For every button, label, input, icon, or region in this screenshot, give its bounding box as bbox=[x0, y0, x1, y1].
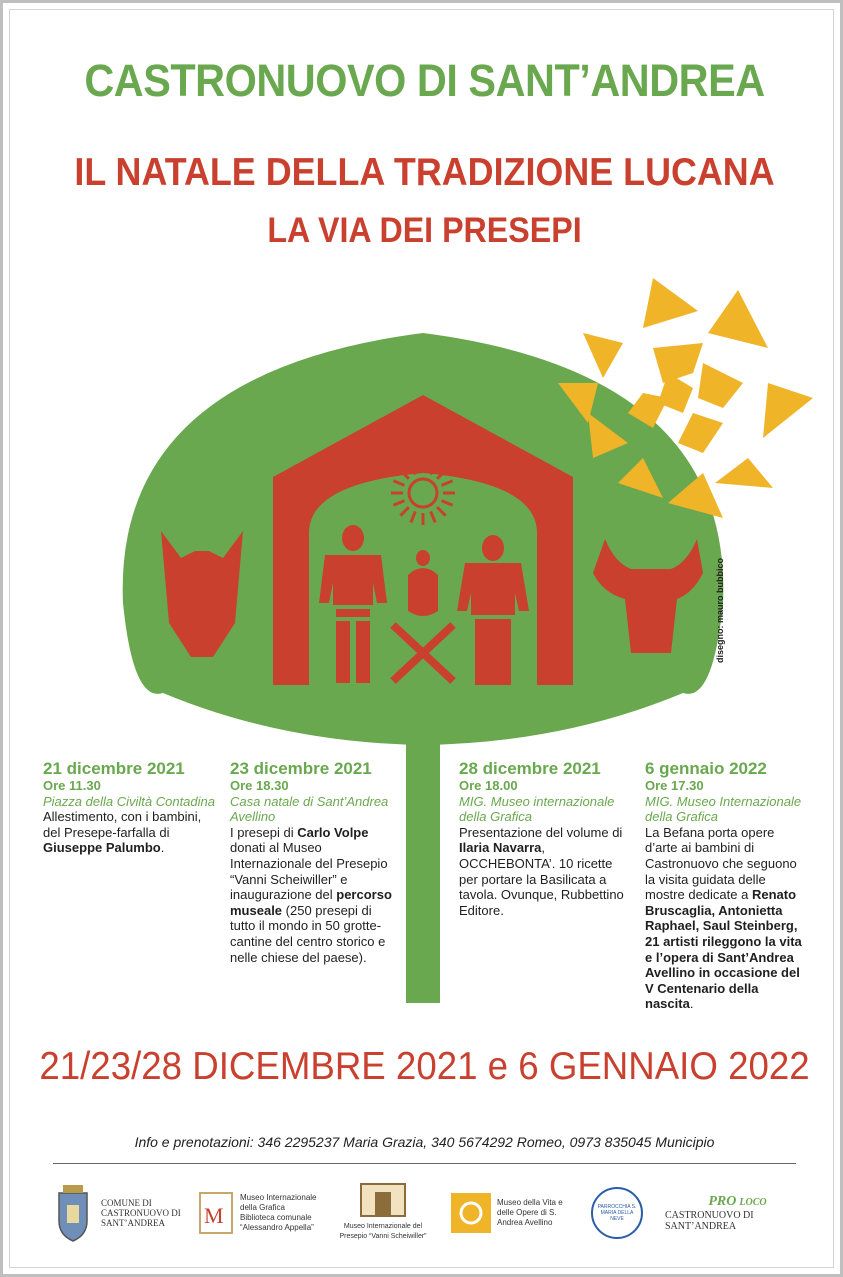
date-range: 21/23/28 DICEMBRE 2021 e 6 GENNAIO 2022 bbox=[39, 1045, 810, 1088]
event-highlight: Ilaria Navarra bbox=[459, 840, 542, 856]
logo-mig-label: Museo Internazionale della Grafica Biblioteca comunale “Alessandro Appella” bbox=[240, 1193, 317, 1232]
event-text: . bbox=[160, 840, 165, 856]
event-text: La Befana porta opere d’arte ai bambini di Castronuovo che seguono la visita guidata delle mostre dedicate a bbox=[645, 824, 797, 903]
event-highlight: Renato Bruscaglia, Antonietta Raphael, Saul Steinberg, 21 artisti rileggono la vita e l’opera di Sant’Andrea Avellino in occasione del V Centenario della nascita bbox=[645, 887, 802, 1012]
event-text: Allestimento, con i bambini, del Presepe-farfalla di bbox=[43, 809, 202, 840]
tree-canopy bbox=[123, 333, 724, 745]
svg-text:M: M bbox=[204, 1203, 224, 1228]
event-description bbox=[459, 825, 627, 919]
presepio-logo-icon bbox=[353, 1178, 413, 1222]
event-2 bbox=[230, 759, 395, 965]
logo-proloco bbox=[665, 1178, 810, 1248]
info-contacts: Info e prenotazioni: 346 2295237 Maria Grazia, 340 5674292 Romeo, 0973 835045 Municipio bbox=[134, 1134, 715, 1150]
museo-vita-logo-icon bbox=[451, 1193, 491, 1233]
subtitle: LA VIA DEI PRESEPI bbox=[267, 211, 582, 250]
proloco-pro: PRO bbox=[708, 1194, 737, 1209]
event-highlight: Giuseppe Palumbo bbox=[43, 840, 161, 856]
event-description bbox=[230, 825, 395, 965]
event-text: I presepi di bbox=[230, 824, 298, 840]
event-description bbox=[645, 825, 805, 1012]
event-date: 6 gennaio 2022 bbox=[645, 759, 767, 778]
event-place: MIG. Museo internazionale della Grafica bbox=[459, 793, 615, 825]
proloco-loco: LOCO bbox=[739, 1197, 767, 1208]
event-time: Ore 18.30 bbox=[230, 778, 289, 793]
artwork-credit: disegno: mauro bubbico bbox=[715, 558, 725, 663]
event-time: Ore 18.00 bbox=[459, 778, 518, 793]
mig-logo-icon bbox=[198, 1189, 234, 1237]
tree-trunk bbox=[406, 738, 440, 1003]
event-text: Presentazione del volume di bbox=[459, 824, 623, 840]
logo-comune bbox=[53, 1178, 183, 1248]
town-title: CASTRONUOVO DI SANT’ANDREA bbox=[84, 55, 765, 106]
logo-museo-vita-label: Museo della Vita e delle Opere di S. Andrea Avellino bbox=[497, 1198, 563, 1227]
event-text: . bbox=[689, 996, 694, 1012]
divider bbox=[53, 1163, 796, 1164]
event-4 bbox=[645, 759, 805, 1012]
event-highlight: Carlo Volpe bbox=[297, 824, 369, 840]
logo-presepio-label: Museo Internazionale del Presepio “Vanni Scheiwiller” bbox=[339, 1223, 427, 1240]
proloco-mark bbox=[708, 1194, 766, 1210]
event-place: Piazza della Civiltà Contadina bbox=[43, 793, 215, 809]
main-title: IL NATALE DELLA TRADIZIONE LUCANA bbox=[74, 151, 775, 194]
event-1 bbox=[43, 759, 221, 856]
logo-museo-vita bbox=[451, 1178, 576, 1248]
logo-mig bbox=[198, 1178, 323, 1248]
logo-presepio bbox=[328, 1178, 438, 1248]
event-description bbox=[43, 809, 221, 856]
logo-comune-label: COMUNE DI CASTRONUOVO DI SANT’ANDREA bbox=[101, 1198, 181, 1228]
event-date: 28 dicembre 2021 bbox=[459, 759, 601, 778]
proloco-label: CASTRONUOVO DI SANT’ANDREA bbox=[665, 1210, 754, 1232]
coat-of-arms-icon bbox=[53, 1183, 93, 1243]
event-date: 21 dicembre 2021 bbox=[43, 759, 185, 778]
event-place: Casa natale di Sant’Andrea Avellino bbox=[230, 793, 389, 825]
event-text: donati al Museo Internazionale del Presepio “Vanni Scheiwiller” e inaugurazione del bbox=[230, 840, 388, 903]
event-text: , OCCHEBONTA’. 10 ricette per portare la Basilicata a tavola. Ovunque, Rubbettino Editore. bbox=[459, 840, 624, 918]
event-time: Ore 17.30 bbox=[645, 778, 704, 793]
event-3 bbox=[459, 759, 627, 918]
parrocchia-seal: PARROCCHIA S. MARIA DELLA NEVE bbox=[591, 1187, 643, 1239]
event-date: 23 dicembre 2021 bbox=[230, 759, 372, 778]
logo-parrocchia bbox=[591, 1178, 651, 1248]
event-highlight: percorso museale bbox=[230, 887, 392, 918]
event-time: Ore 11.30 bbox=[43, 778, 101, 793]
event-text: (250 presepi di tutto il mondo in 50 grotte-cantine del centro storico e nelle chiese del paese). bbox=[230, 902, 386, 965]
event-place: MIG. Museo Internazionale della Grafica bbox=[645, 793, 802, 825]
